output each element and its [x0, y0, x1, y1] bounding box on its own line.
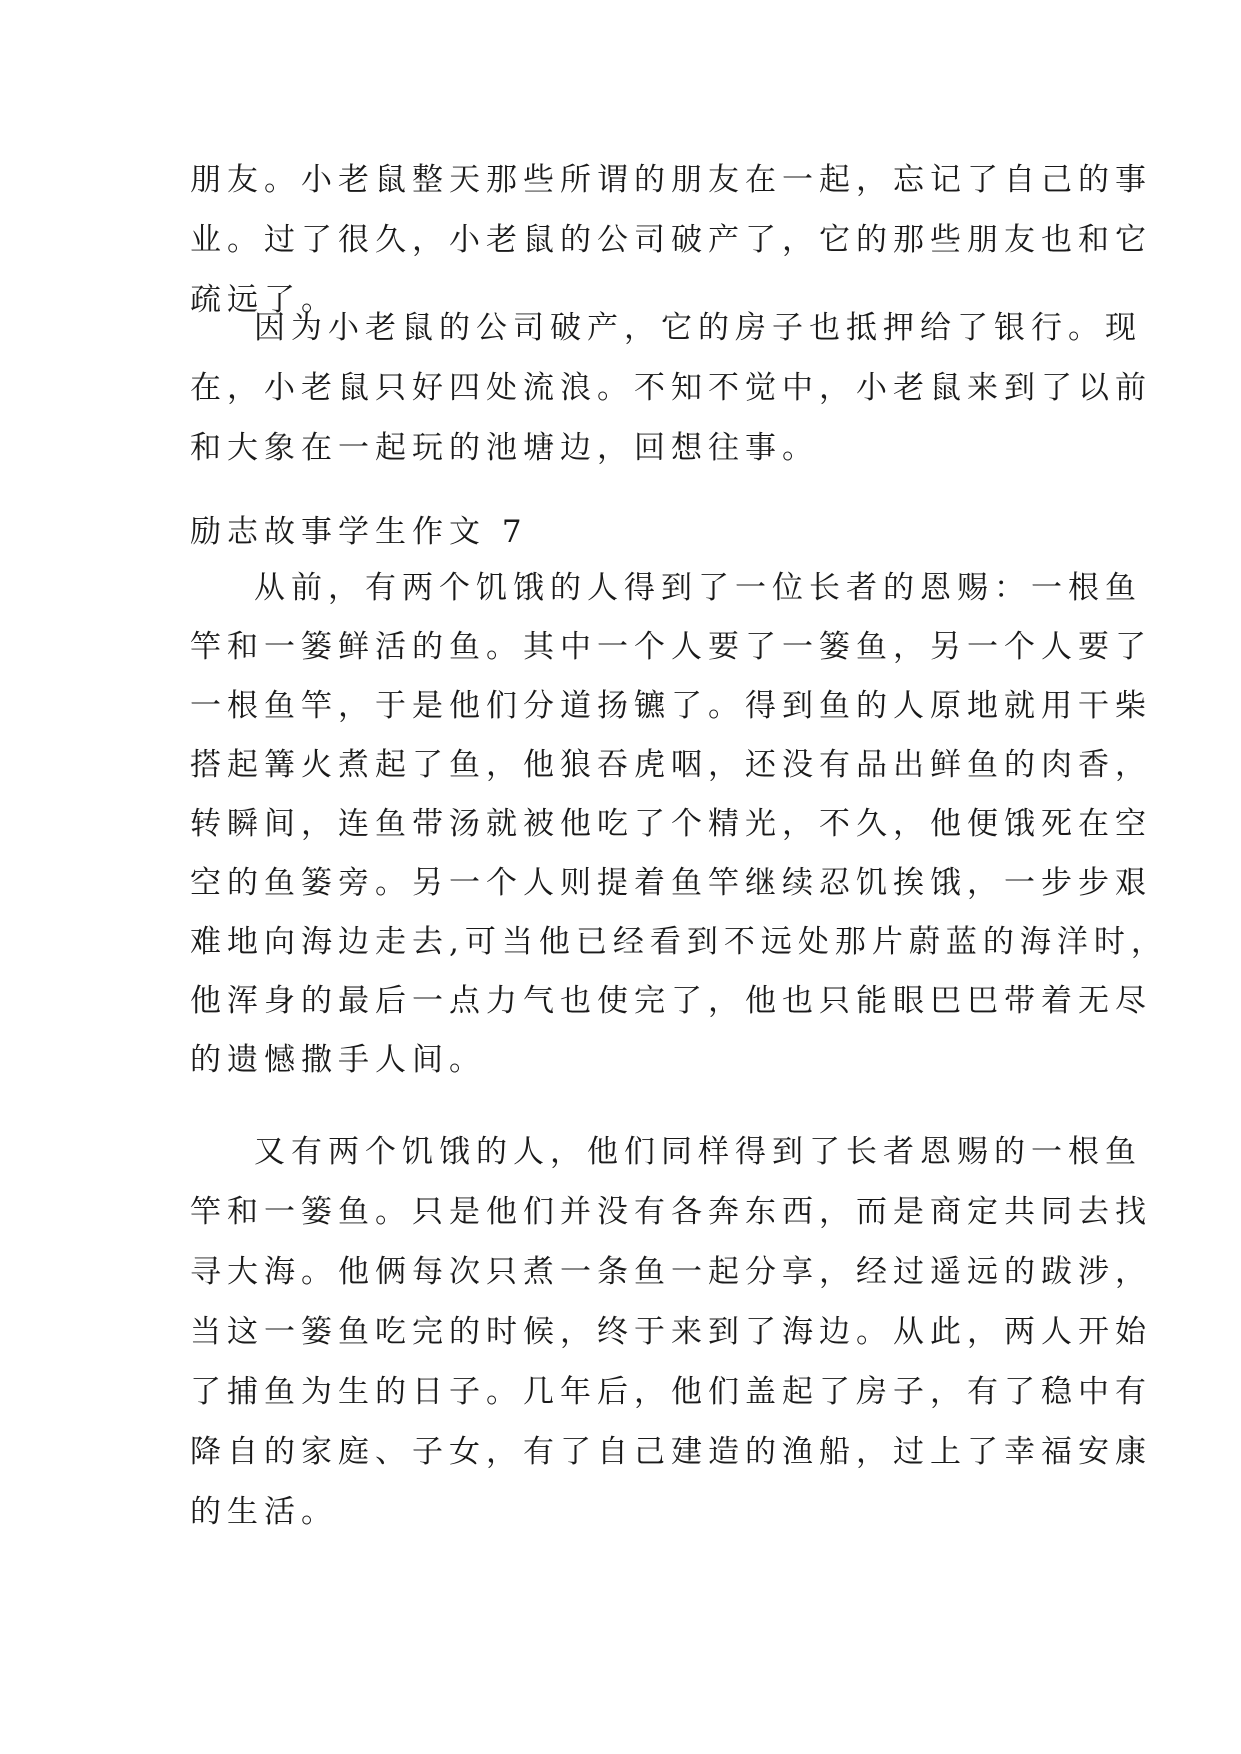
paragraph-line: 一根鱼竿，于是他们分道扬镳了。得到鱼的人原地就用干柴 [190, 688, 1152, 724]
paragraph-line: 寻大海。他俩每次只煮一条鱼一起分享，经过遥远的跋涉， [190, 1254, 1152, 1290]
paragraph-line: 疏远了。 [190, 282, 338, 318]
paragraph-line: 竿和一篓鲜活的鱼。其中一个人要了一篓鱼，另一个人要了 [190, 629, 1152, 665]
paragraph-line: 转瞬间，连鱼带汤就被他吃了个精光，不久，他便饿死在空 [190, 806, 1152, 842]
paragraph-line: 竿和一篓鱼。只是他们并没有各奔东西，而是商定共同去找 [190, 1194, 1152, 1230]
paragraph-line: 朋友。小老鼠整天那些所谓的朋友在一起，忘记了自己的事 [190, 162, 1152, 198]
paragraph-line: 空的鱼篓旁。另一个人则提着鱼竿继续忍饥挨饿，一步步艰 [190, 865, 1152, 901]
paragraph-line: 因为小老鼠的公司破产，它的房子也抵押给了银行。现 [254, 310, 1142, 346]
paragraph-line: 了捕鱼为生的日子。几年后，他们盖起了房子，有了稳中有 [190, 1374, 1152, 1410]
paragraph-line: 他浑身的最后一点力气也使完了，他也只能眼巴巴带着无尽 [190, 983, 1152, 1019]
paragraph-line: 难地向海边走去,可当他已经看到不远处那片蔚蓝的海洋时， [190, 924, 1168, 960]
paragraph-line: 又有两个饥饿的人，他们同样得到了长者恩赐的一根鱼 [254, 1134, 1142, 1170]
paragraph-line: 当这一篓鱼吃完的时候，终于来到了海边。从此，两人开始 [190, 1314, 1152, 1350]
paragraph-line: 降自的家庭、子女，有了自己建造的渔船，过上了幸福安康 [190, 1434, 1152, 1470]
paragraph-line: 从前，有两个饥饿的人得到了一位长者的恩赐：一根鱼 [254, 570, 1142, 606]
paragraph-line: 搭起篝火煮起了鱼，他狼吞虎咽，还没有品出鲜鱼的肉香， [190, 747, 1152, 783]
paragraph-line: 在，小老鼠只好四处流浪。不知不觉中，小老鼠来到了以前 [190, 370, 1152, 406]
paragraph-line: 的生活。 [190, 1494, 338, 1530]
section-heading: 励志故事学生作文 7 [190, 514, 528, 550]
paragraph-line: 和大象在一起玩的池塘边，回想往事。 [190, 430, 819, 466]
paragraph-line: 的遗憾撒手人间。 [190, 1042, 486, 1078]
paragraph-line: 业。过了很久，小老鼠的公司破产了，它的那些朋友也和它 [190, 222, 1152, 258]
